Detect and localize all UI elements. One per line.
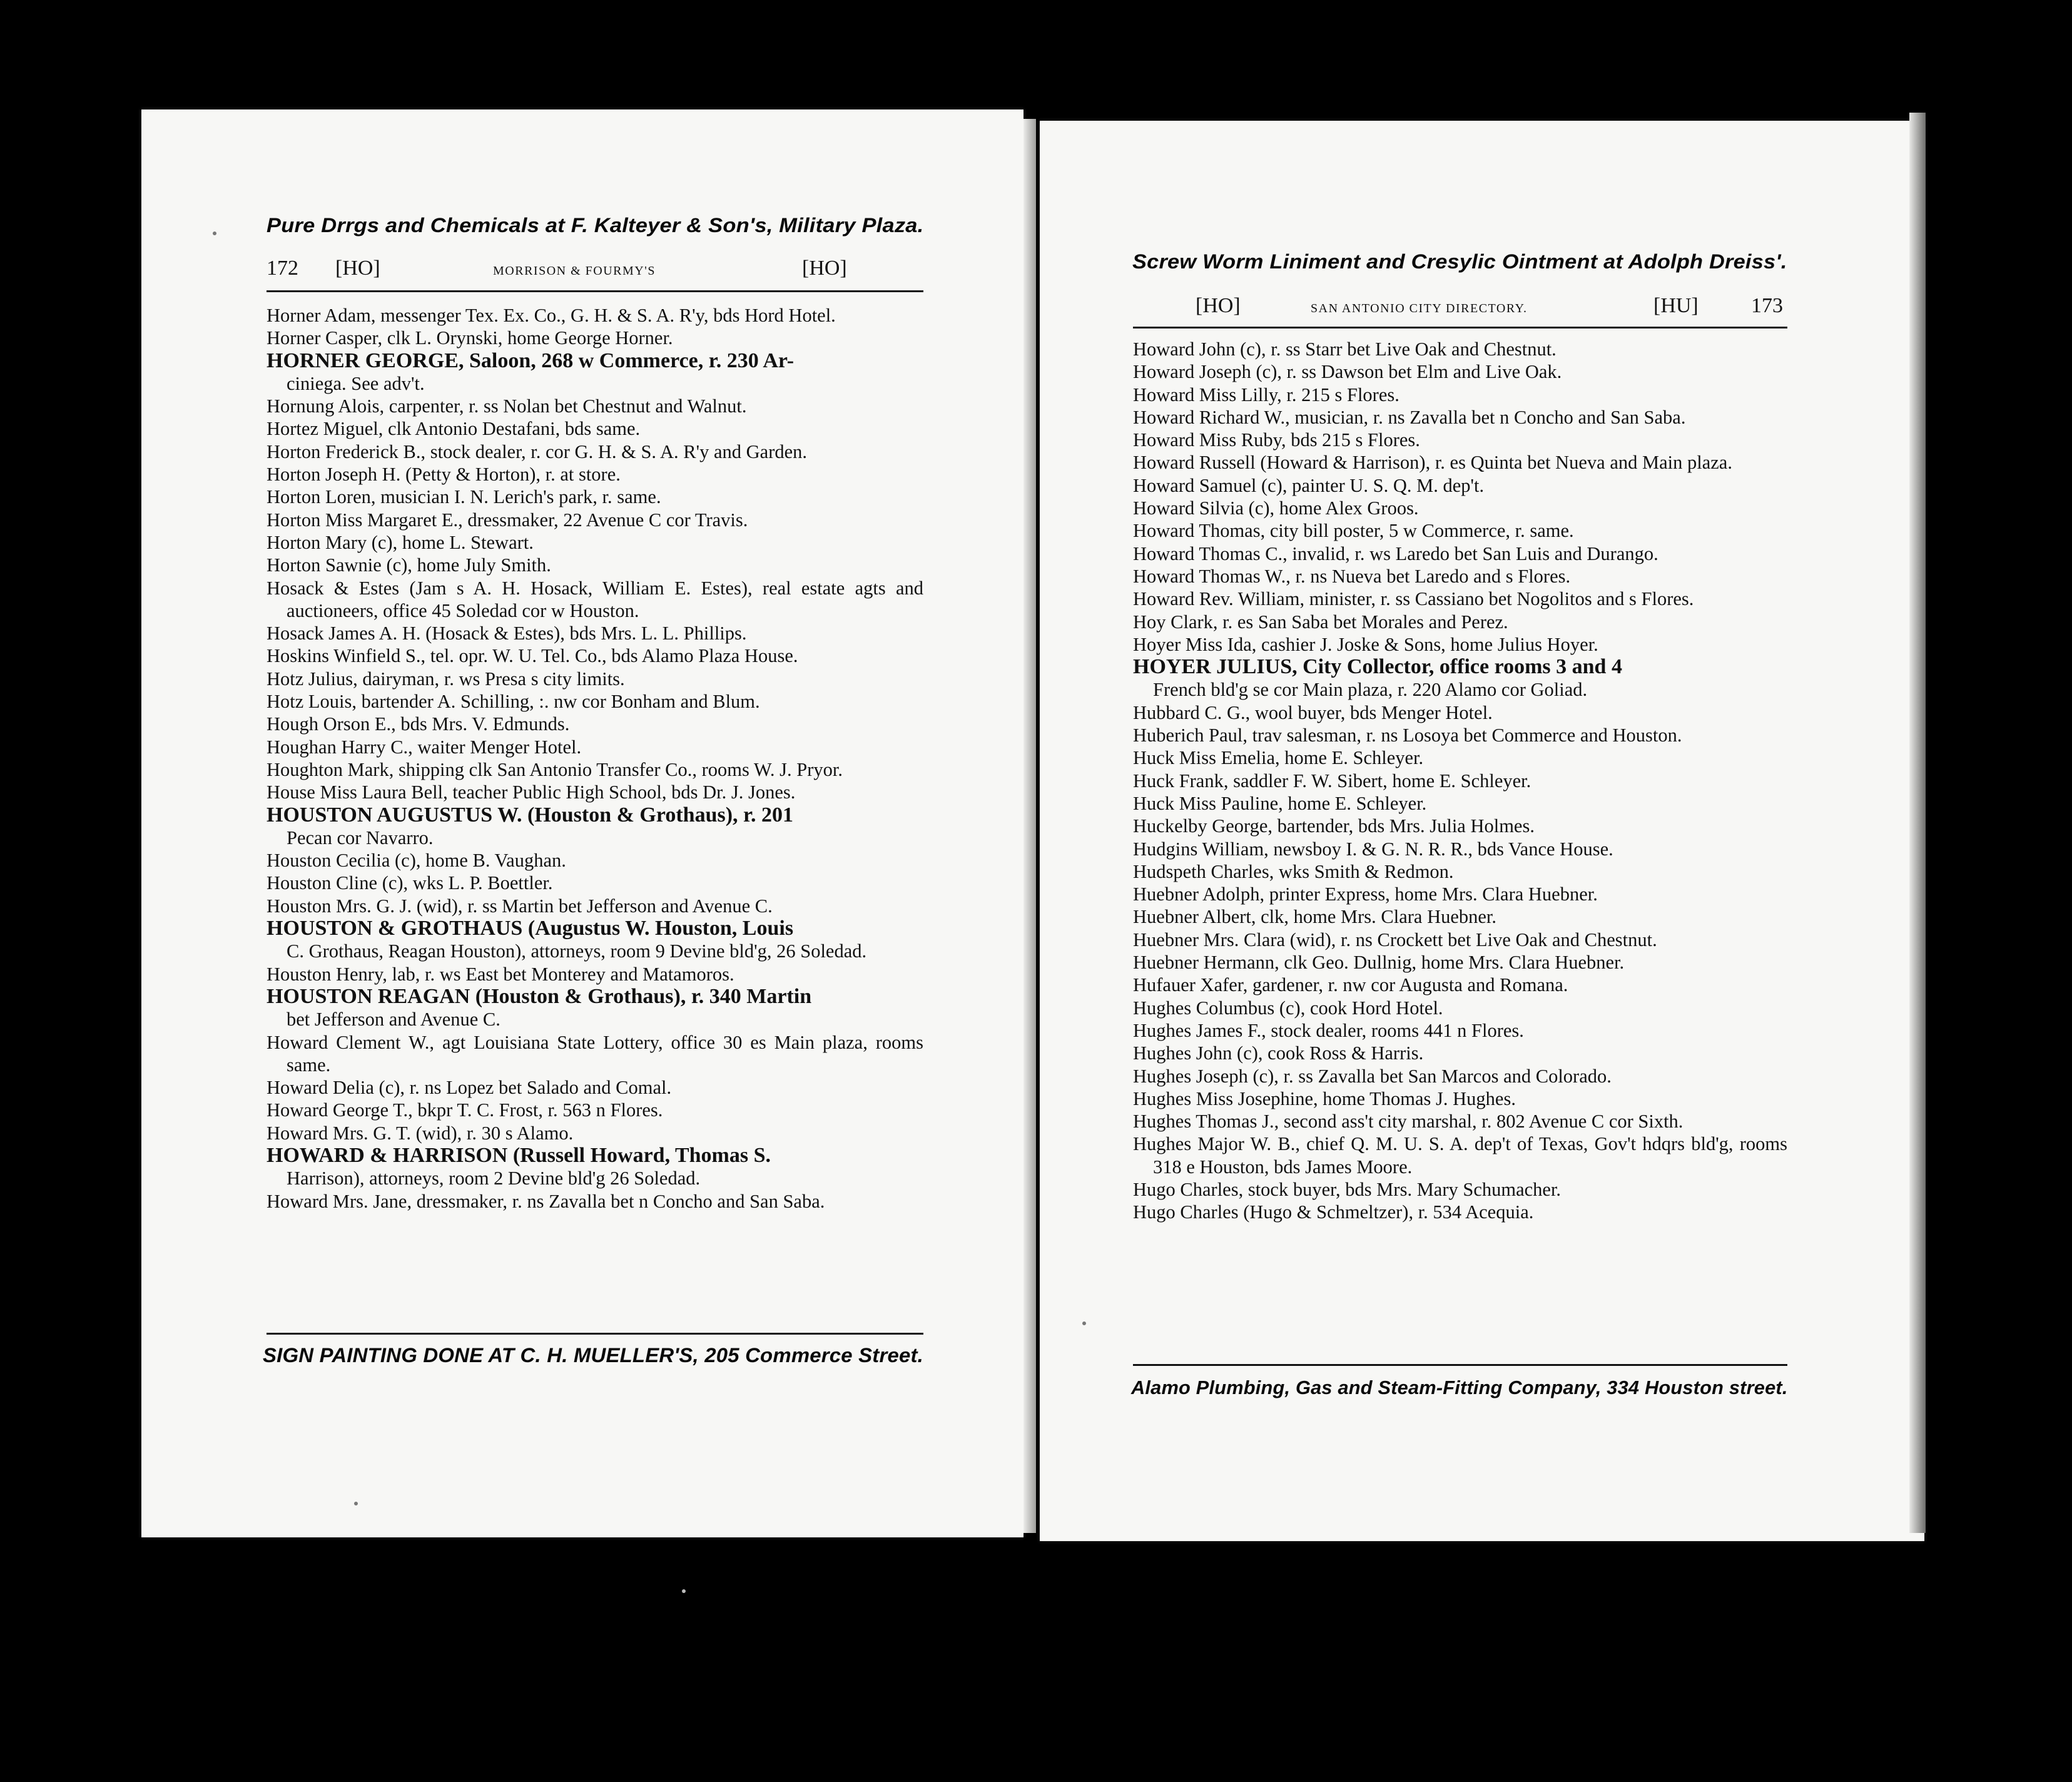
entry-heading: HOYER JULIUS, City Collector, office rooms 3 and 4 bbox=[1133, 655, 1622, 679]
entry-heading: HOUSTON & GROTHAUS (Augustus W. Houston, Louis bbox=[267, 917, 794, 940]
entry-heading: HOUSTON REAGAN (Houston & Grothaus), r. 340 Martin bbox=[267, 984, 812, 1008]
directory-entry: Houghton Mark, shipping clk San Antonio Transfer Co., rooms W. J. Pryor. bbox=[267, 758, 843, 780]
entry-text: Pecan cor Navarro. bbox=[287, 827, 434, 848]
left-section-key-right: [HO] bbox=[802, 257, 847, 280]
entry-text: Harrison), attorneys, room 2 Devine bld'g 26 Soledad. bbox=[287, 1168, 701, 1189]
directory-entry: Hufauer Xafer, gardener, r. nw cor Augusta and Romana. bbox=[1133, 974, 1568, 996]
left-top-banner: Pure Drrgs and Chemicals at F. Kalteyer & Son's, Military Plaza. bbox=[267, 214, 924, 237]
directory-entry: Horton Miss Margaret E., dressmaker, 22 Avenue C cor Travis. bbox=[267, 509, 748, 531]
directory-entry: Howard Clement W., agt Louisiana State Lottery, office 30 es Main plaza, rooms same. bbox=[267, 1031, 923, 1076]
directory-entry: Huberich Paul, trav salesman, r. ns Losoya bet Commerce and Houston. bbox=[1133, 725, 1682, 746]
directory-entry: Hughes Columbus (c), cook Hord Hotel. bbox=[1133, 997, 1443, 1019]
directory-entry: Horner Adam, messenger Tex. Ex. Co., G. H. & S. A. R'y, bds Hord Hotel. bbox=[267, 305, 836, 326]
left-entry-list bbox=[267, 304, 923, 1213]
directory-entry: Howard Delia (c), r. ns Lopez bet Salado and Comal. bbox=[267, 1077, 672, 1099]
directory-entry: Horton Loren, musician I. N. Lerich's park, r. same. bbox=[267, 486, 661, 508]
scan-speck bbox=[213, 232, 216, 235]
directory-entry: Huebner Hermann, clk Geo. Dullnig, home Mrs. Clara Huebner. bbox=[1133, 952, 1625, 974]
page-edge bbox=[1909, 113, 1926, 1533]
directory-entry: Hughes Joseph (c), r. ss Zavalla bet San Marcos and Colorado. bbox=[1133, 1065, 1612, 1087]
directory-entry: Hotz Julius, dairyman, r. ws Presa s city limits. bbox=[267, 668, 625, 690]
right-page-number: 173 bbox=[1751, 294, 1783, 317]
directory-entry: Horton Frederick B., stock dealer, r. cor G. H. & S. A. R'y and Garden. bbox=[267, 440, 808, 462]
entry-heading: HOWARD & HARRISON (Russell Howard, Thomas S. bbox=[267, 1143, 771, 1167]
left-section-key: [HO] bbox=[335, 257, 380, 280]
book-gutter bbox=[1023, 119, 1036, 1533]
right-section-key: [HO] bbox=[1196, 294, 1241, 317]
directory-entry: Hough Orson E., bds Mrs. V. Edmunds. bbox=[267, 713, 570, 735]
directory-entry: Hotz Louis, bartender A. Schilling, :. nw cor Bonham and Blum. bbox=[267, 691, 760, 713]
directory-entry: Howard Thomas, city bill poster, 5 w Commerce, r. same. bbox=[1133, 520, 1574, 542]
directory-entry: Howard Mrs. G. T. (wid), r. 30 s Alamo. bbox=[267, 1122, 574, 1144]
scan-speck bbox=[354, 1502, 358, 1505]
directory-entry: Horton Joseph H. (Petty & Horton), r. at store. bbox=[267, 464, 621, 486]
directory-entry: Hudspeth Charles, wks Smith & Redmon. bbox=[1133, 860, 1454, 882]
directory-entry: Hugo Charles (Hugo & Schmeltzer), r. 534 Acequia. bbox=[1133, 1201, 1534, 1223]
directory-entry bbox=[1133, 656, 1787, 701]
directory-entry: Huck Miss Pauline, home E. Schleyer. bbox=[1133, 792, 1427, 814]
directory-entry: Howard John (c), r. ss Starr bet Live Oak and Chestnut. bbox=[1133, 339, 1557, 360]
directory-entry: Hugo Charles, stock buyer, bds Mrs. Mary Schumacher. bbox=[1133, 1178, 1562, 1200]
entry-text: French bld'g se cor Main plaza, r. 220 Alamo cor Goliad. bbox=[1153, 679, 1588, 701]
left-footer-rule bbox=[267, 1333, 923, 1335]
directory-entry: Huebner Mrs. Clara (wid), r. ns Crockett bet Live Oak and Chestnut. bbox=[1133, 929, 1657, 950]
directory-entry: Houghan Harry C., waiter Menger Hotel. bbox=[267, 736, 582, 758]
directory-entry: Hubbard C. G., wool buyer, bds Menger Hotel. bbox=[1133, 701, 1493, 723]
directory-entry: Hortez Miguel, clk Antonio Destafani, bds same. bbox=[267, 418, 641, 440]
directory-entry: Houston Henry, lab, r. ws East bet Monterey and Matamoros. bbox=[267, 963, 734, 985]
directory-entry: Houston Cecilia (c), home B. Vaughan. bbox=[267, 850, 566, 872]
directory-entry: Howard Rev. William, minister, r. ss Cassiano bet Nogolitos and s Flores. bbox=[1133, 588, 1694, 610]
right-top-banner: Screw Worm Liniment and Cresylic Ointment at Adolph Dreiss'. bbox=[1132, 250, 1787, 273]
directory-entry: Howard Silvia (c), home Alex Groos. bbox=[1133, 497, 1419, 519]
directory-entry: Hosack James A. H. (Hosack & Estes), bds Mrs. L. L. Phillips. bbox=[267, 623, 747, 644]
directory-entry: Howard Thomas W., r. ns Nueva bet Laredo and s Flores. bbox=[1133, 565, 1571, 587]
directory-entry: Horton Mary (c), home L. Stewart. bbox=[267, 531, 534, 553]
right-footer-rule bbox=[1133, 1364, 1787, 1366]
directory-entry: Howard Miss Lilly, r. 215 s Flores. bbox=[1133, 384, 1399, 405]
directory-entry: Howard Samuel (c), painter U. S. Q. M. dep't. bbox=[1133, 474, 1485, 496]
directory-entry: Hoyer Miss Ida, cashier J. Joske & Sons, home Julius Hoyer. bbox=[1133, 633, 1598, 655]
right-publisher: SAN ANTONIO CITY DIRECTORY. bbox=[1311, 302, 1528, 315]
directory-entry bbox=[267, 350, 923, 395]
directory-entry: Howard Russell (Howard & Harrison), r. es Quinta bet Nueva and Main plaza. bbox=[1133, 452, 1732, 474]
left-running-head bbox=[267, 257, 923, 285]
directory-entry: Hoskins Winfield S., tel. opr. W. U. Tel. Co., bds Alamo Plaza House. bbox=[267, 645, 798, 667]
entry-heading: HOUSTON AUGUSTUS W. (Houston & Grothaus), r. 201 bbox=[267, 803, 794, 827]
directory-entry: Hughes Thomas J., second ass't city marshal, r. 802 Avenue C cor Sixth. bbox=[1133, 1111, 1684, 1133]
directory-entry: Huck Frank, saddler F. W. Sibert, home E. Schleyer. bbox=[1133, 770, 1531, 792]
entry-text: ciniega. See adv't. bbox=[287, 372, 425, 394]
directory-entry: Howard Mrs. Jane, dressmaker, r. ns Zavalla bet n Concho and San Saba. bbox=[267, 1190, 825, 1212]
entry-text: C. Grothaus, Reagan Houston), attorneys, room 9 Devine bld'g, 26 Soledad. bbox=[287, 940, 867, 962]
directory-entry: Hoy Clark, r. es San Saba bet Morales and Perez. bbox=[1133, 611, 1508, 633]
directory-entry bbox=[267, 917, 923, 963]
directory-entry: Howard George T., bkpr T. C. Frost, r. 563 n Flores. bbox=[267, 1099, 663, 1121]
left-header-rule bbox=[267, 290, 923, 292]
directory-entry: Huebner Albert, clk, home Mrs. Clara Huebner. bbox=[1133, 906, 1497, 928]
left-bottom-banner: SIGN PAINTING DONE AT C. H. MUELLER'S, 205 Commerce Street. bbox=[263, 1344, 924, 1367]
scan-speck bbox=[682, 1589, 686, 1593]
right-entry-list bbox=[1133, 338, 1787, 1224]
directory-entry bbox=[267, 1144, 923, 1190]
directory-entry: Houston Mrs. G. J. (wid), r. ss Martin bet Jefferson and Avenue C. bbox=[267, 895, 773, 917]
scan-speck bbox=[1082, 1321, 1086, 1325]
directory-entry: House Miss Laura Bell, teacher Public High School, bds Dr. J. Jones. bbox=[267, 782, 796, 803]
directory-entry: Howard Miss Ruby, bds 215 s Flores. bbox=[1133, 429, 1420, 451]
directory-entry: Howard Thomas C., invalid, r. ws Laredo bet San Luis and Durango. bbox=[1133, 542, 1658, 564]
directory-entry: Horner Casper, clk L. Orynski, home George Horner. bbox=[267, 327, 673, 349]
entry-heading: HORNER GEORGE, Saloon, 268 w Commerce, r. 230 Ar- bbox=[267, 349, 795, 372]
directory-entry: Hudgins William, newsboy I. & G. N. R. R., bds Vance House. bbox=[1133, 838, 1613, 860]
directory-entry: Hornung Alois, carpenter, r. ss Nolan bet Chestnut and Walnut. bbox=[267, 395, 747, 417]
directory-entry bbox=[267, 804, 923, 850]
left-page-number: 172 bbox=[267, 257, 298, 280]
directory-entry: Huebner Adolph, printer Express, home Mrs. Clara Huebner. bbox=[1133, 883, 1598, 905]
directory-entry: Hughes John (c), cook Ross & Harris. bbox=[1133, 1042, 1424, 1064]
directory-entry bbox=[267, 985, 923, 1031]
right-running-head bbox=[1133, 294, 1787, 323]
directory-entry: Howard Joseph (c), r. ss Dawson bet Elm and Live Oak. bbox=[1133, 361, 1562, 383]
entry-text: bet Jefferson and Avenue C. bbox=[287, 1009, 500, 1031]
directory-entry: Hughes Miss Josephine, home Thomas J. Hughes. bbox=[1133, 1087, 1516, 1109]
right-bottom-banner: Alamo Plumbing, Gas and Steam-Fitting Company, 334 Houston street. bbox=[1131, 1377, 1788, 1398]
directory-entry: Houston Cline (c), wks L. P. Boettler. bbox=[267, 872, 553, 894]
directory-entry: Hughes James F., stock dealer, rooms 441 n Flores. bbox=[1133, 1019, 1524, 1041]
directory-entry: Hughes Major W. B., chief Q. M. U. S. A. dep't of Texas, Gov't hdqrs bld'g, rooms 318 e Houston, bds James Moore. bbox=[1133, 1133, 1787, 1178]
directory-entry: Horton Sawnie (c), home July Smith. bbox=[267, 554, 551, 576]
right-section-key-right: [HU] bbox=[1653, 294, 1699, 317]
directory-entry: Huck Miss Emelia, home E. Schleyer. bbox=[1133, 747, 1424, 769]
right-header-rule bbox=[1133, 327, 1787, 328]
directory-entry: Hosack & Estes (Jam s A. H. Hosack, William E. Estes), real estate agts and auctioneers, office 45 Soledad cor w Houston. bbox=[267, 577, 923, 621]
directory-entry: Howard Richard W., musician, r. ns Zavalla bet n Concho and San Saba. bbox=[1133, 406, 1686, 428]
directory-entry: Huckelby George, bartender, bds Mrs. Julia Holmes. bbox=[1133, 815, 1535, 837]
left-publisher: MORRISON & FOURMY'S bbox=[493, 264, 656, 278]
